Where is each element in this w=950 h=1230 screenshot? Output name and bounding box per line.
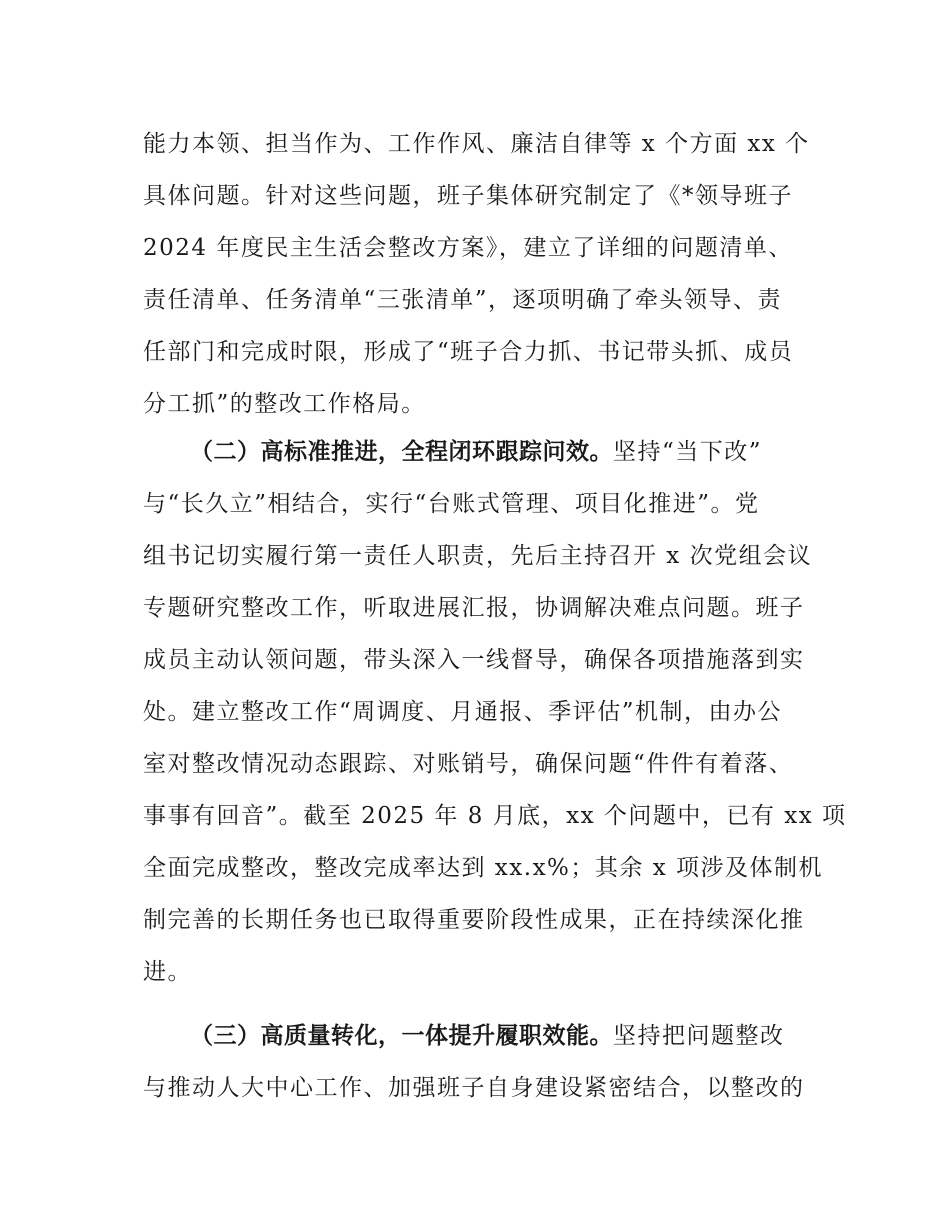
paragraph-line: 能力本领、担当作为、工作作风、廉洁自律等 x 个方面 xx 个 (143, 131, 810, 157)
paragraph-line: 组书记切实履行第一责任人职责，先后主持召开 x 次党组会议 (143, 543, 813, 569)
section-text: 坚持“当下改” (613, 439, 763, 465)
paragraph-line: 室对整改情况动态跟踪、对账销号，确保问题“件件有着落、 (143, 751, 794, 777)
paragraph-line: 事事有回音”。截至 2025 年 8 月底，xx 个问题中，已有 xx 项 (143, 803, 847, 829)
paragraph-line: 具体问题。针对这些问题，班子集体研究制定了《*领导班子 (143, 183, 793, 209)
paragraph-line: 2024 年度民主生活会整改方案》，建立了详细的问题清单、 (143, 235, 793, 261)
paragraph-line: 进。 (143, 959, 192, 985)
paragraph-line: 责任清单、任务清单“三张清单”，逐项明确了牵头领导、责 (143, 287, 783, 313)
section-heading: （二）高标准推进，全程闭环跟踪问效。 (190, 439, 613, 465)
section-heading: （三）高质量转化，一体提升履职效能。 (190, 1023, 613, 1049)
paragraph-line: 专题研究整改工作，听取进展汇报，协调解决难点问题。班子 (143, 595, 805, 621)
paragraph-line: 成员主动认领问题，带头深入一线督导，确保各项措施落到实 (143, 647, 805, 673)
paragraph-line: 与“长久立”相结合，实行“台账式管理、项目化推进”。党 (143, 491, 760, 517)
section-first-line (190, 1020, 785, 1052)
paragraph-line: 处。建立整改工作“周调度、月通报、季评估”机制，由办公 (143, 699, 783, 725)
section-first-line (190, 436, 762, 468)
paragraph-line: 与推动人大中心工作、加强班子自身建设紧密结合，以整改的 (143, 1075, 805, 1101)
paragraph-line: 任部门和完成时限，形成了“班子合力抓、书记带头抓、成员 (143, 339, 794, 365)
paragraph-line: 制完善的长期任务也已取得重要阶段性成果，正在持续深化推 (143, 907, 805, 933)
section-text: 坚持把问题整改 (613, 1023, 785, 1049)
paragraph-line: 分工抓”的整改工作格局。 (143, 391, 426, 417)
paragraph-line: 全面完成整改，整改完成率达到 xx.x%；其余 x 项涉及体制机 (143, 855, 823, 881)
